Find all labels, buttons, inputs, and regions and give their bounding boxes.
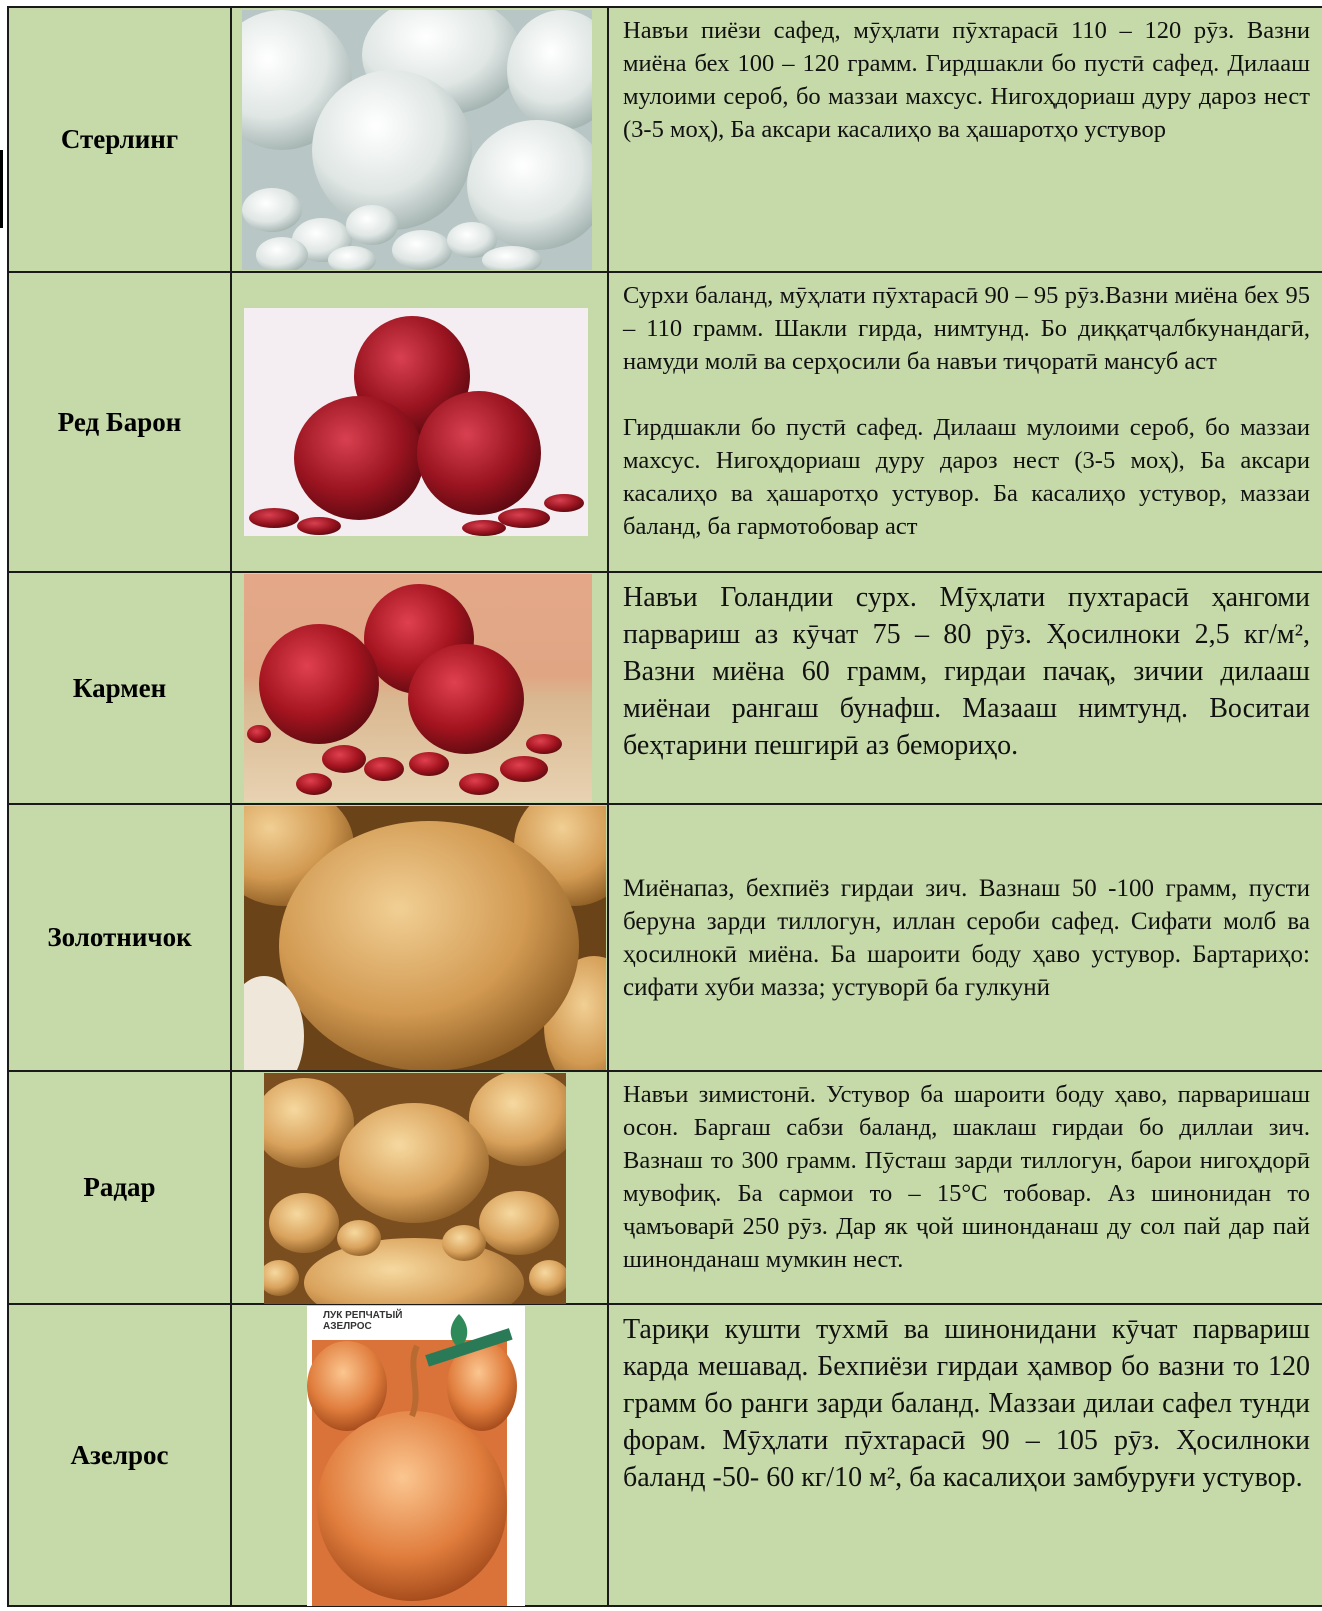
golden-onion-photo bbox=[231, 804, 608, 1071]
variety-description bbox=[608, 7, 1322, 272]
red-onions-photo bbox=[231, 272, 608, 572]
white-onions-photo bbox=[231, 7, 608, 272]
yellow-onions-sets-photo bbox=[231, 1071, 608, 1304]
description-paragraph: Миёнапаз, бехпиёз гирдаи зич. Вазнаш 50 -100 грамм, пусти беруна зарди тиллогун, иллан сероби сафед. Сифати молб ва ҳосилнокӣ миёна. Ба шароити боду ҳаво устувор. Бартариҳо: сифати хуби мазза; устуворӣ ба гулкунӣ bbox=[623, 874, 1310, 1001]
description-paragraph: Сурхи баланд, мӯҳлати пӯхтарасӣ 90 – 95 рӯз.Вазни миёна бех 95 – 110 грамм. Шакли гирда, нимтунд. Бо диққатҷалбкунандагӣ, намуди молӣ ва серҳосили ба навъи тиҷоратӣ мансуб аст bbox=[623, 282, 1310, 375]
packet-label: ЛУК РЕПЧАТЫЙ АЗЕЛРОС bbox=[323, 1310, 403, 1332]
table-row bbox=[8, 1304, 1322, 1606]
red-onions-on-burlap-photo bbox=[231, 572, 608, 804]
variety-name: Стерлинг bbox=[8, 7, 231, 272]
table-row bbox=[8, 804, 1322, 1071]
description-paragraph: Навъи зимистонӣ. Устувор ба шароити боду ҳаво, парваришаш осон. Баргаш сабзи баланд, шаклаш гирдаи бо диллаи зич. Вазнаш то 300 грамм. Пӯсташ зарди тиллогун, барои нигоҳдорӣ мувофиқ. Ба сармои то – 15°С тобовар. Аз шинонидан то ҷамъоварӣ 250 рӯз. Дар як ҷой шинонданаш ду сол пай дар пай шинонданаш мумкин нест. bbox=[623, 1081, 1310, 1273]
margin-mark bbox=[0, 150, 3, 228]
seed-packet-photo bbox=[231, 1304, 608, 1606]
variety-description bbox=[608, 572, 1322, 804]
onion-varieties-table bbox=[7, 6, 1322, 1607]
variety-description bbox=[608, 804, 1322, 1071]
variety-name: Золотничок bbox=[8, 804, 231, 1071]
table-row bbox=[8, 572, 1322, 804]
variety-name: Азелрос bbox=[8, 1304, 231, 1606]
variety-description bbox=[608, 1304, 1322, 1606]
description-paragraph: Тариқи кушти тухмӣ ва шинонидани кӯчат парвариш карда мешавад. Бехпиёзи гирдаи ҳамвор бо вазни то 120 грамм бо ранги зарди баланд. Маззаи дилаи сафел тунди форам. Мӯҳлати пӯхтарасӣ 90 – 105 рӯз. Ҳосилноки баланд -50- 60 кг/10 м², ба касалиҳои замбуруғи устувор. bbox=[623, 1314, 1310, 1493]
description-paragraph: Гирдшакли бо пустӣ сафед. Дилааш мулоими сероб, бо маззаи махсус. Нигоҳдориаш дуру дароз нест (3-5 моҳ), Ба аксари касалиҳо ва ҳашаротҳо устувор. Ба касалиҳо устувор, маззаи баланд, ба гармотобовар аст bbox=[623, 414, 1310, 540]
table-row bbox=[8, 272, 1322, 572]
variety-name: Ред Барон bbox=[8, 272, 231, 572]
description-paragraph: Навъи Голандии сурх. Мӯҳлати пухтарасӣ ҳангоми парвариш аз кӯчат 75 – 80 рӯз. Ҳосилноки 2,5 кг/м², Вазни миёна 60 грамм, гирдаи пачақ, зичии дилааш миёнаи рангаш бунафш. Мазааш нимтунд. Воситаи беҳтарини пешгирӣ аз бемориҳо. bbox=[623, 582, 1310, 761]
variety-description bbox=[608, 1071, 1322, 1304]
table-row bbox=[8, 7, 1322, 272]
variety-description bbox=[608, 272, 1322, 572]
table-row bbox=[8, 1071, 1322, 1304]
variety-name: Радар bbox=[8, 1071, 231, 1304]
variety-name: Кармен bbox=[8, 572, 231, 804]
description-paragraph: Навъи пиёзи сафед, мӯҳлати пӯхтарасӣ 110 – 120 рӯз. Вазни миёна бех 100 – 120 грамм. Гирдшакли бо пустӣ сафед. Дилааш мулоими сероб, бо маззаи махсус. Нигоҳдориаш дуру дароз нест (3-5 моҳ), Ба аксари касалиҳо ва ҳашаротҳо устувор bbox=[623, 17, 1310, 143]
